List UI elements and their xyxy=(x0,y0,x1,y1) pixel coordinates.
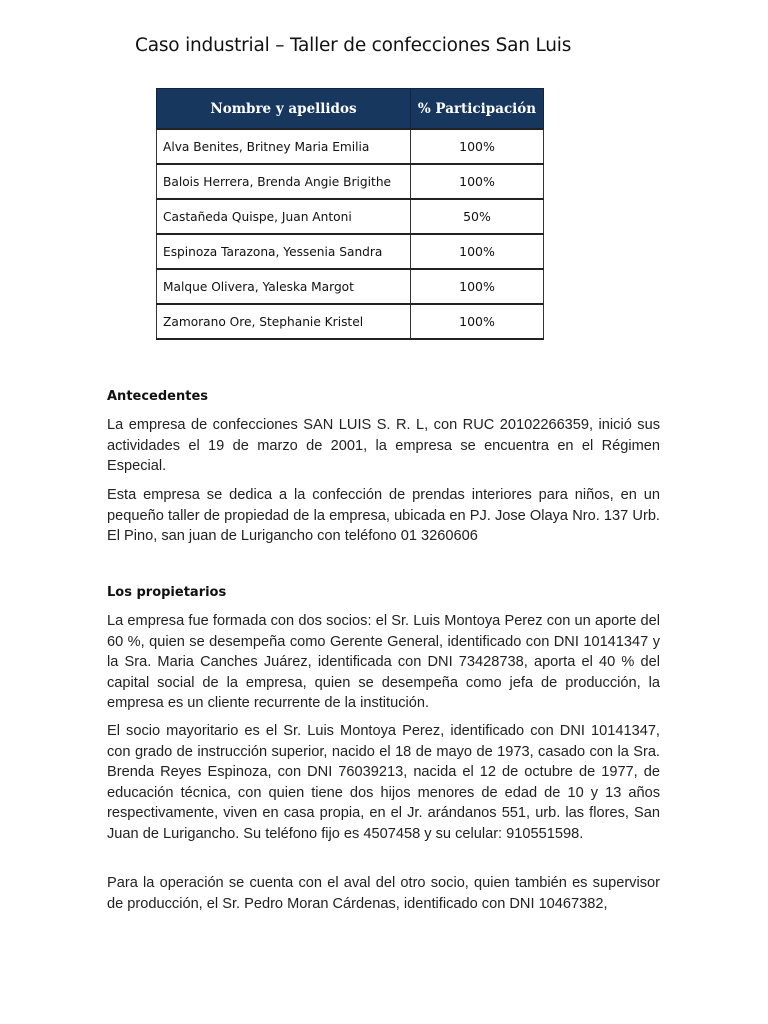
member-name: Balois Herrera, Brenda Angie Brigithe xyxy=(157,164,411,199)
member-participation: 100% xyxy=(411,129,544,164)
member-participation: 100% xyxy=(411,234,544,269)
table-row xyxy=(157,269,544,304)
participation-table xyxy=(156,88,544,340)
paragraph-antecedentes-2: Esta empresa se dedica a la confección de prendas interiores para niños, en un pequeño taller de propiedad de la empresa, ubicada en PJ. Jose Olaya Nro. 137 Urb. El Pino, san juan de Lurigancho con teléfono 01 3260606 xyxy=(107,487,660,545)
section-heading-antecedentes: Antecedentes xyxy=(107,389,209,404)
header-participation: % Participación xyxy=(411,89,544,130)
table-row xyxy=(157,199,544,234)
member-name: Castañeda Quispe, Juan Antoni xyxy=(157,199,411,234)
paragraph-propietarios-1: La empresa fue formada con dos socios: el Sr. Luis Montoya Perez con un aporte del 60 %, quien se desempeña como Gerente General, identificado con DNI 10141347 y la Sra. Maria Canches Juárez, identificada con DNI 73428738, aporta el 40 % del capital social de la empresa, quien se desempeña como jefa de producción, la empresa es un cliente recurrente de la institución. xyxy=(107,613,660,712)
table-row xyxy=(157,164,544,199)
member-participation: 100% xyxy=(411,304,544,339)
paragraph-propietarios-3: Para la operación se cuenta con el aval del otro socio, quien también es supervisor de producción, el Sr. Pedro Moran Cárdenas, identificado con DNI 10467382, xyxy=(107,875,660,912)
member-name: Malque Olivera, Yaleska Margot xyxy=(157,269,411,304)
table-row xyxy=(157,304,544,339)
member-name: Alva Benites, Britney Maria Emilia xyxy=(157,129,411,164)
member-name: Espinoza Tarazona, Yessenia Sandra xyxy=(157,234,411,269)
member-participation: 100% xyxy=(411,164,544,199)
member-participation: 50% xyxy=(411,199,544,234)
table-row xyxy=(157,129,544,164)
table-row xyxy=(157,234,544,269)
document-title: Caso industrial – Taller de confecciones San Luis xyxy=(135,35,572,56)
header-name: Nombre y apellidos xyxy=(157,89,411,130)
member-name: Zamorano Ore, Stephanie Kristel xyxy=(157,304,411,339)
paragraph-antecedentes-1: La empresa de confecciones SAN LUIS S. R. L, con RUC 20102266359, inició sus actividades el 19 de marzo de 2001, la empresa se encuentra en el Régimen Especial. xyxy=(107,417,660,475)
section-heading-propietarios: Los propietarios xyxy=(107,585,227,600)
table-header-row xyxy=(157,89,544,130)
paragraph-propietarios-2: El socio mayoritario es el Sr. Luis Montoya Perez, identificado con DNI 10141347, con grado de instrucción superior, nacido el 18 de mayo de 1973, casado con la Sra. Brenda Reyes Espinoza, con DNI 76039213, nacida el 12 de octubre de 1977, de educación técnica, con quien tiene dos hijos menores de edad de 10 y 13 años respectivamente, viven en casa propia, en el Jr. arándanos 551, urb. las flores, San Juan de Lurigancho. Su teléfono fijo es 4507458 y su celular: 910551598. xyxy=(107,723,660,842)
member-participation: 100% xyxy=(411,269,544,304)
